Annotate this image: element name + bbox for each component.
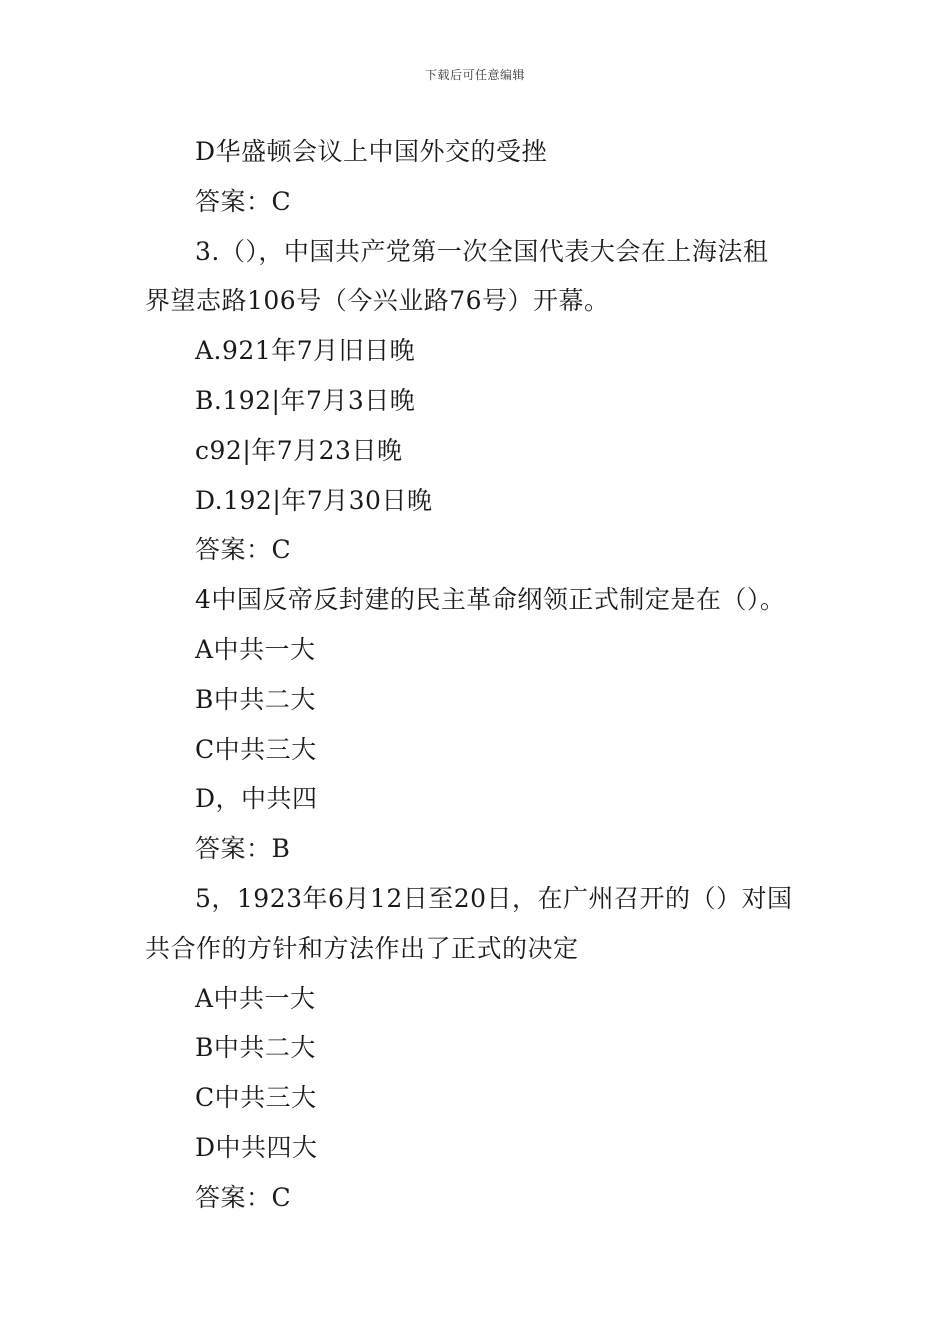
option-d: D，中共四	[195, 784, 318, 814]
answer: 答案：C	[195, 186, 292, 216]
answer: 答案：C	[195, 1182, 292, 1212]
option-b: B.192|年7月3日晚	[195, 385, 416, 415]
answer: 答案：B	[195, 834, 291, 864]
option-d: D中共四大	[195, 1132, 318, 1162]
document-body	[145, 127, 815, 1223]
option-a: A中共一大	[195, 634, 316, 664]
option-a: A中共一大	[195, 983, 316, 1013]
question-3-text: 3.（），中国共产党第一次全国代表大会在上海法租	[195, 236, 769, 266]
option-b: B中共二大	[195, 1033, 316, 1063]
option-c: c92|年7月23日晚	[195, 435, 403, 465]
option-a: A.921年7月旧日晚	[195, 336, 416, 366]
option-d: D.192|年7月30日晚	[195, 485, 433, 515]
question-5-text: 5，1923年6月12日至20日，在广州召开的（）对国	[195, 883, 793, 913]
question-3-text-continued: 界望志路106号（今兴业路76号）开幕。	[145, 286, 610, 316]
answer: 答案：C	[195, 535, 292, 565]
question-5-text-continued: 共合作的方针和方法作出了正式的决定	[145, 933, 579, 963]
question-4-text: 4中国反帝反封建的民主革命纲领正式制定是在（）。	[195, 585, 786, 615]
page-header-note: 下载后可任意编辑	[424, 68, 525, 82]
option-c: C中共三大	[195, 1083, 317, 1113]
option-d: D华盛顿会议上中国外交的受挫	[195, 137, 548, 166]
option-c: C中共三大	[195, 734, 317, 764]
option-b: B中共二大	[195, 684, 316, 714]
